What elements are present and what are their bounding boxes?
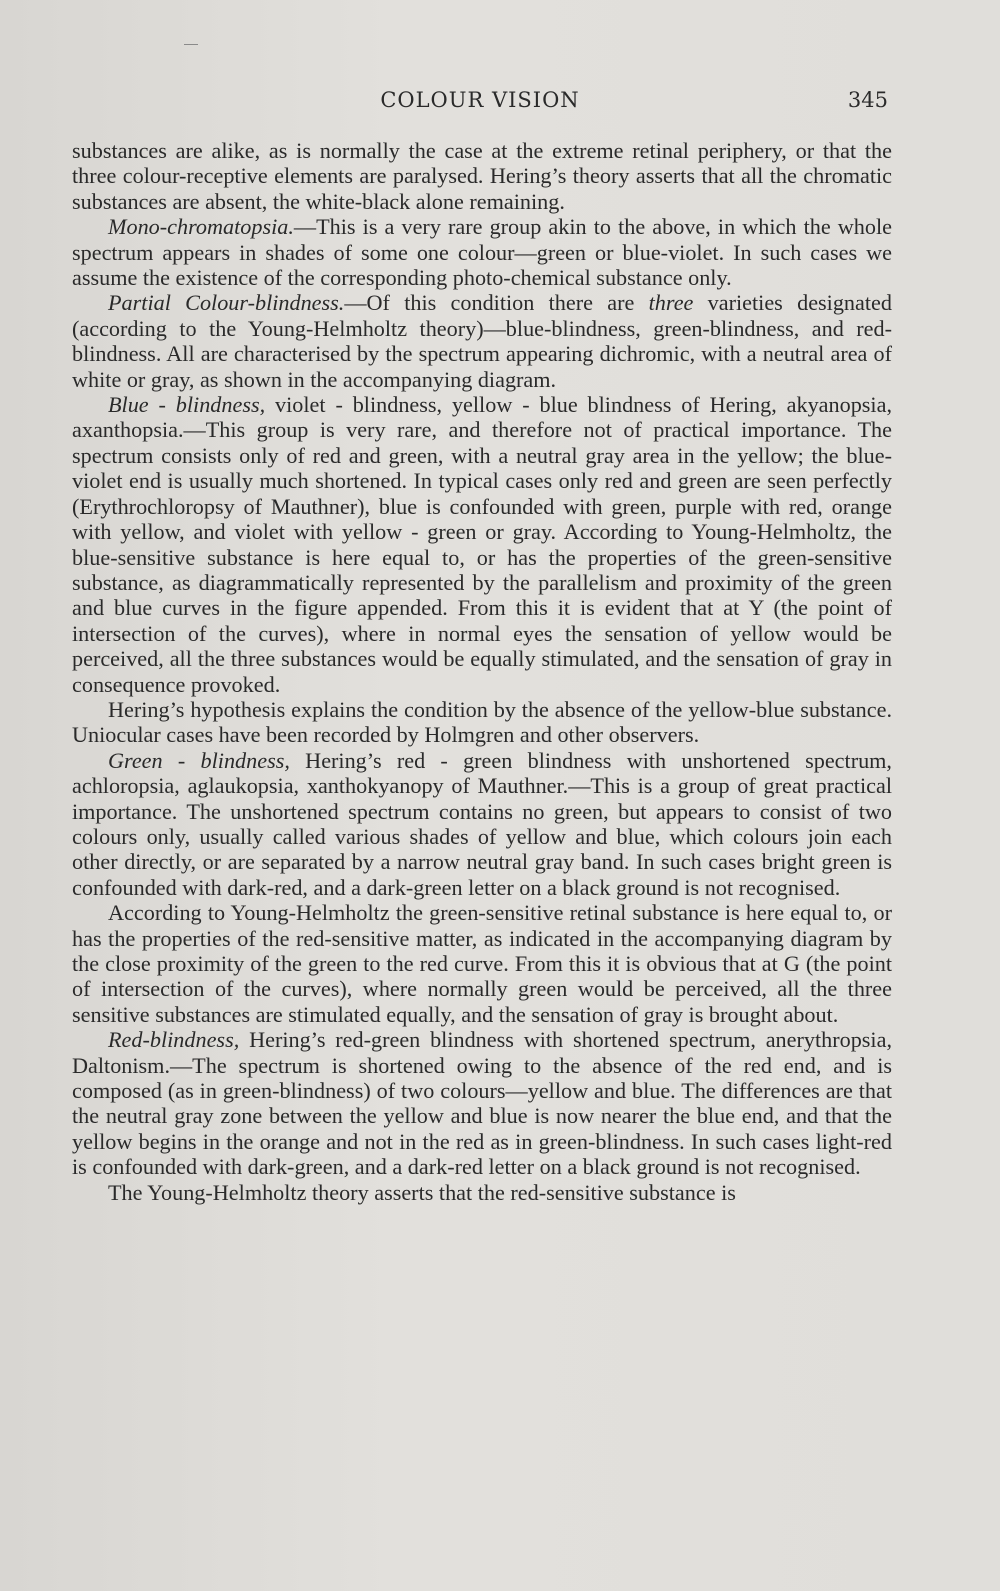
paragraph-text: —Of this condition there are three varieties designated (according to the Young-Helmholtz theory)—blue-blindness, green-blindness, and red-blindness. All are characterised by the spectrum appearing dichromic, with a neutral area of white or gray, as shown in the accompanying diagram.: [72, 290, 892, 392]
paragraph-lead: Red-blindness,: [108, 1027, 240, 1053]
page-header: [72, 88, 888, 118]
paragraph-1: [72, 138, 892, 214]
paragraph-green-blindness: [72, 748, 892, 900]
paragraph-lead: Green - blindness,: [108, 747, 290, 773]
paragraph-lead: Blue - blindness,: [108, 392, 266, 418]
page-number: 345: [847, 88, 888, 112]
paragraph-text: —This is a very rare group akin to the above, in which the whole spectrum appears in shades of some one colour—green or blue-violet. In such cases we assume the existence of the corresponding photo-chemical substance only.: [72, 214, 892, 291]
paragraph-hering-hypothesis: [72, 697, 892, 748]
margin-mark: [184, 44, 198, 45]
paragraph-text: According to Young-Helmholtz the green-sensitive retinal substance is here equal to, or has the properties of the red-sensitive matter, as indicated in the accompanying diagram by the close proximity of the green to the red curve. From this it is obvious that at G (the point of intersection of the curves), where normally green would be perceived, all the three sensitive substances are stimulated equally, and the sensation of gray is brought about.: [72, 900, 892, 1027]
paragraph-text: The Young-Helmholtz theory asserts that the red-sensitive substance is: [108, 1179, 736, 1205]
paragraph-lead: Mono-chromatopsia.: [108, 214, 294, 240]
paragraph-blue-blindness: [72, 392, 892, 697]
paragraph-text: violet - blindness, yellow - blue blindness of Hering, akyanopsia, axanthopsia.—This group is very rare, and therefore not of practical importance. The spectrum consists only of red and green, with a neutral gray area in the yellow; the blue-violet end is usually much shortened. In typical cases only red and green are seen perfectly (Erythrochloropsy of Mauthner), blue is confounded with green, purple with red, orange with yellow, and violet with yellow - green or gray. According to Young-Helmholtz, the blue-sensitive substance is here equal to, or has the properties of the green-sensitive substance, as diagrammatically represented by the parallelism and proximity of the green and blue curves in the figure appended. From this it is evident that at Y (the point of intersection of the curves), where in normal eyes the sensation of yellow would be perceived, all the three substances would be equally stimulated, and the sensation of gray in consequence provoked.: [72, 392, 892, 697]
paragraph-partial-colour-blindness: [72, 290, 892, 392]
paragraph-text: Hering’s red-green blindness with shortened spectrum, anerythropsia, Daltonism.—The spectrum is shortened owing to the absence of the red end, and is composed (as in green-blindness) of two colours—yellow and blue. The differences are that the neutral gray zone between the yellow and blue is now nearer the blue end, and that the yellow begins in the orange and not in the red as in green-blindness. In such cases light-red is confounded with dark-green, and a dark-red letter on a black ground is not recognised.: [72, 1027, 892, 1180]
running-title: COLOUR VISION: [380, 88, 580, 112]
body-text: [72, 138, 892, 1205]
paragraph-lead: Partial Colour-blindness.: [108, 290, 345, 316]
paragraph-young-helmholtz-green: [72, 900, 892, 1027]
paragraph-mono-chromatopsia: [72, 214, 892, 290]
paragraph-text: Hering’s red - green blindness with unshortened spectrum, achloropsia, aglaukopsia, xanthokyanopy of Mauthner.—This is a group of great practical importance. The unshortened spectrum contains no green, but appears to consist of two colours only, usually called various shades of yellow and blue, which colours join each other directly, or are separated by a narrow neutral gray band. In such cases bright green is confounded with dark-red, and a dark-green letter on a black ground is not recognised.: [72, 747, 892, 900]
paragraph-young-helmholtz-red: [72, 1180, 892, 1205]
paragraph-red-blindness: [72, 1027, 892, 1179]
paragraph-text: Hering’s hypothesis explains the condition by the absence of the yellow-blue substance. Uniocular cases have been recorded by Holmgren and other observers.: [72, 696, 892, 748]
paragraph-text: substances are alike, as is normally the case at the extreme retinal periphery, or that the three colour-receptive elements are paralysed. Hering’s theory asserts that all the chromatic substances are absent, the white-black alone remaining.: [72, 138, 892, 214]
